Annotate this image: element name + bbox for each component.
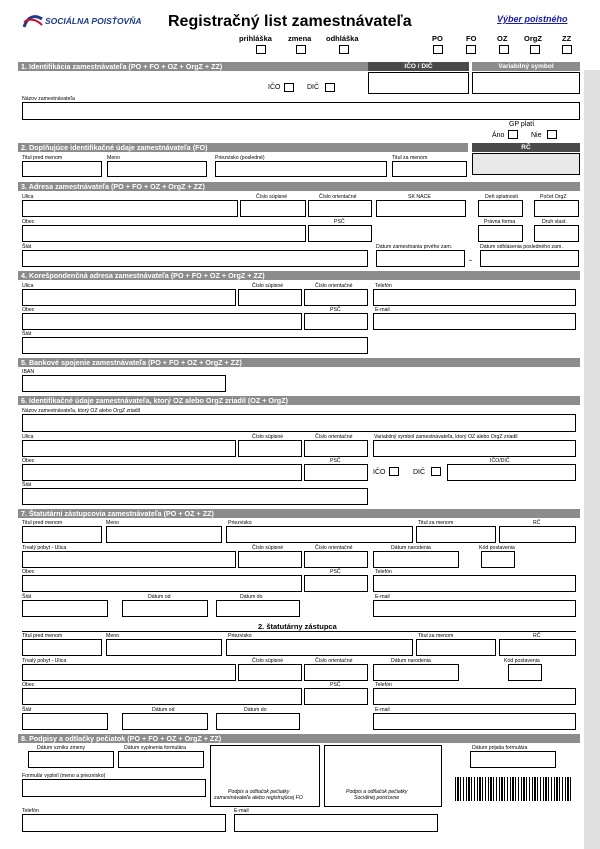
section-1-header: 1. Identifikácia zamestnávateľa (PO + FO + OZ + OrgZ + ZZ): [18, 62, 466, 71]
label-s7b-titul-pred: Titul pred menom: [22, 633, 63, 639]
logo-text: SOCIÁLNA POISŤOVŇA: [45, 16, 142, 26]
checkbox-zmena[interactable]: [296, 45, 306, 54]
label-po: PO: [432, 34, 443, 43]
s7b-meno-input[interactable]: [106, 639, 222, 656]
checkbox-dic[interactable]: [325, 83, 335, 92]
label-orgz: OrgZ: [524, 34, 542, 43]
s2-titul-pred-input[interactable]: [22, 161, 102, 177]
label-s7b-ulica: Trvalý pobyt - Ulica: [22, 658, 67, 664]
section-4-header: 4. Korešpondenčná adresa zamestnávateľa (PO + FO + OZ + OrgZ + ZZ): [18, 271, 580, 280]
label-s6-obec: Obec: [22, 458, 35, 464]
s7b-ulica-input[interactable]: [22, 664, 236, 681]
checkbox-oz[interactable]: [499, 45, 509, 54]
checkbox-odhlaska[interactable]: [339, 45, 349, 54]
label-s6-psc: PSČ: [330, 458, 341, 464]
section-5-header: 5. Bankové spojenie zamestnávateľa (PO + FO + OZ + OrgZ + ZZ): [18, 358, 580, 367]
right-margin-bar: [584, 70, 600, 849]
label-gp: GP platí: [509, 121, 535, 128]
label-prihlaska: prihláška: [239, 34, 272, 43]
vyplnenia-input[interactable]: [118, 751, 204, 768]
label-s4-telefon: Telefón: [375, 283, 392, 289]
s8-telefon-input[interactable]: [22, 814, 226, 832]
label-s6-orientacne: Číslo orientačné: [315, 434, 353, 440]
s4-telefon-input[interactable]: [373, 289, 576, 306]
label-nazov: Názov zamestnávateľa: [22, 96, 75, 102]
s6-psc-input[interactable]: [304, 464, 368, 481]
s6-supisne-input[interactable]: [238, 440, 302, 457]
label-s4-email: E-mail: [375, 307, 390, 313]
s7b-do-input[interactable]: [216, 713, 300, 730]
label-s3-psc: PSČ: [334, 219, 345, 225]
dash-separator: -: [469, 255, 472, 265]
label-s7b-obec: Obec: [22, 682, 35, 688]
label-zmena: zmena: [288, 34, 312, 43]
label-s6-nazov: Názov zamestnávateľa, ktorý OZ alebo OrgZ zriadil: [22, 408, 140, 414]
label-s2-titul-pred: Titul pred menom: [22, 155, 63, 161]
label-s3-datum-prveho: Dátum zamestnania prvého zam.: [376, 244, 453, 250]
s2-priezvisko-input[interactable]: [215, 161, 387, 177]
s3-druh-input[interactable]: [534, 225, 579, 242]
ico-dic-input[interactable]: [368, 72, 469, 94]
label-podpis1a: Podpis a odtlačok pečiatky: [228, 789, 290, 795]
label-s7b-telefon: Telefón: [375, 682, 392, 688]
divider: [22, 631, 576, 632]
label-s2-titul-za: Titul za menom: [392, 155, 428, 161]
label-s3-datum-odhlasenia: Dátum odhlásenia posledného zam.: [480, 244, 563, 250]
label-s7b-narodenia: Dátum narodenia: [391, 658, 431, 664]
s3-datum-prveho-input[interactable]: [376, 250, 465, 267]
label-s7-od: Dátum od: [148, 594, 171, 600]
label-s8-telefon: Telefón: [22, 808, 39, 814]
label-s3-stat: Štát: [22, 244, 32, 250]
s7b-obec-input[interactable]: [22, 688, 302, 705]
label-zz: ZZ: [562, 34, 572, 43]
iban-input[interactable]: [22, 375, 226, 392]
s6-ulica-input[interactable]: [22, 440, 236, 457]
s6-icodic-input[interactable]: [447, 464, 576, 481]
label-s6-ulica: Ulica: [22, 434, 34, 440]
label-s7-orientacne: Číslo orientačné: [315, 545, 353, 551]
label-s7b-rc: RČ: [533, 633, 541, 639]
vyplnil-input[interactable]: [22, 779, 206, 797]
label-s3-splatnost: Deň splatnosti: [485, 194, 518, 200]
s3-orientacne-input[interactable]: [308, 200, 372, 217]
s3-supisne-input[interactable]: [240, 200, 306, 217]
s7-ulica-input[interactable]: [22, 551, 236, 568]
section-7-header: 7. Štatutárni zástupcovia zamestnávateľa (PO + OZ + ZZ): [18, 509, 580, 518]
rc-input[interactable]: [472, 153, 580, 175]
s7-stat-input[interactable]: [22, 600, 108, 617]
checkbox-gp-ano[interactable]: [508, 130, 518, 139]
label-second-representative: 2. štatutárny zástupca: [258, 622, 337, 631]
label-s2-priezvisko: Priezvisko (posledné): [215, 155, 265, 161]
s7b-priezvisko-input[interactable]: [226, 639, 413, 656]
logo: [22, 11, 152, 31]
label-s6-supisne: Číslo súpisné: [252, 434, 284, 440]
label-ano: Áno: [492, 132, 505, 139]
s7b-rc-input[interactable]: [499, 639, 576, 656]
label-s6-stat: Štát: [22, 482, 32, 488]
s7-obec-input[interactable]: [22, 575, 302, 592]
label-fo: FO: [466, 34, 477, 43]
s7b-titul-pred-input[interactable]: [22, 639, 102, 656]
ico-dic-header: IČO / DIČ: [368, 62, 469, 71]
label-s8-email: E-mail: [234, 808, 249, 814]
var-symbol-header: Variabilný symbol: [472, 62, 580, 71]
label-podpis1b: zamestnávateľa alebo registrujúcej FO: [214, 795, 303, 801]
s7b-email-input[interactable]: [373, 713, 576, 730]
s3-sknace-input[interactable]: [376, 200, 466, 217]
label-s3-pocet: Počet OrgZ: [540, 194, 567, 200]
checkbox-zz[interactable]: [562, 45, 572, 54]
s2-titul-za-input[interactable]: [392, 161, 467, 177]
s7-rc-input[interactable]: [499, 526, 576, 543]
s7b-supisne-input[interactable]: [238, 664, 302, 681]
checkbox-ico[interactable]: [284, 83, 294, 92]
label-nie: Nie: [531, 132, 542, 139]
label-s7-titul-pred: Titul pred menom: [22, 520, 63, 526]
label-s3-supisne: Číslo súpisné: [256, 194, 288, 200]
s3-ulica-input[interactable]: [22, 200, 238, 217]
label-s7-meno: Meno: [106, 520, 119, 526]
checkbox-gp-nie[interactable]: [547, 130, 557, 139]
s7-psc-input[interactable]: [304, 575, 368, 592]
vyber-link[interactable]: Výber poistného: [497, 14, 568, 24]
s3-obec-input[interactable]: [22, 225, 306, 242]
vzniku-input[interactable]: [28, 751, 114, 768]
s6-orientacne-input[interactable]: [304, 440, 368, 457]
label-s7-psc: PSČ: [330, 569, 341, 575]
label-s6-vs: Variabilný symbol zamestnávateľa, ktorý OZ alebo OrgZ zriadil: [374, 434, 518, 440]
s7b-kod-input[interactable]: [508, 664, 542, 681]
label-s7b-psc: PSČ: [330, 682, 341, 688]
label-podpis2a: Podpis a odtlačok pečiatky: [346, 789, 408, 795]
s7b-titul-za-input[interactable]: [416, 639, 496, 656]
label-iban: IBAN: [22, 369, 35, 375]
label-s4-obec: Obec: [22, 307, 35, 313]
label-podpis2b: Sociálnej poisťovne: [354, 795, 400, 801]
s8-email-input[interactable]: [234, 814, 438, 832]
label-s7b-orientacne: Číslo orientačné: [315, 658, 353, 664]
s4-email-input[interactable]: [373, 313, 576, 330]
label-s3-ulica: Ulica: [22, 194, 34, 200]
label-s3-druh: Druh vlast.: [542, 219, 567, 225]
s7-supisne-input[interactable]: [238, 551, 302, 568]
label-vzniku: Dátum vzniku zmeny: [37, 745, 86, 751]
s3-psc-input[interactable]: [308, 225, 372, 242]
var-symbol-input[interactable]: [472, 72, 580, 94]
label-s7-ulica: Trvalý pobyt - Ulica: [22, 545, 67, 551]
s4-ulica-input[interactable]: [22, 289, 236, 306]
label-s2-meno: Meno: [107, 155, 120, 161]
label-s7-supisne: Číslo súpisné: [252, 545, 284, 551]
label-oz: OZ: [497, 34, 508, 43]
s7-orientacne-input[interactable]: [304, 551, 368, 568]
label-s7-stat: Štát: [22, 594, 32, 600]
label-s7-kod: Kód postavenia: [479, 545, 515, 551]
section-6-header: 6. Identifikačné údaje zamestnávateľa, ktorý OZ alebo OrgZ zriadil (OZ + OrgZ): [18, 396, 580, 405]
nazov-input[interactable]: [22, 102, 580, 120]
label-vyplnenia: Dátum vyplnenia formulára: [124, 745, 186, 751]
checkbox-orgz[interactable]: [530, 45, 540, 54]
label-s7b-do: Dátum do: [244, 707, 267, 713]
s7b-orientacne-input[interactable]: [304, 664, 368, 681]
label-s6-icodic: IČO/DIČ: [490, 458, 510, 464]
label-s7-do: Dátum do: [240, 594, 263, 600]
label-s7b-titul-za: Titul za menom: [418, 633, 454, 639]
label-s7-titul-za: Titul za menom: [418, 520, 454, 526]
label-s7b-od: Dátum od: [152, 707, 175, 713]
label-s7-telefon: Telefón: [375, 569, 392, 575]
s7-od-input[interactable]: [122, 600, 208, 617]
label-s4-ulica: Ulica: [22, 283, 34, 289]
s7-priezvisko-input[interactable]: [226, 526, 413, 543]
label-vyplnil: Formulár vyplnil (meno a priezvisko): [22, 773, 106, 779]
s3-stat-input[interactable]: [22, 250, 368, 267]
page-title: Registračný list zamestnávateľa: [168, 13, 412, 30]
label-s3-sknace: SK NACE: [408, 194, 431, 200]
s2-meno-input[interactable]: [107, 161, 207, 177]
checkbox-s6-ico[interactable]: [389, 467, 399, 476]
barcode: [455, 777, 573, 801]
s3-datum-odhlasenia-input[interactable]: [480, 250, 579, 267]
label-s4-supisne: Číslo súpisné: [252, 283, 284, 289]
label-s7-obec: Obec: [22, 569, 35, 575]
checkbox-s6-dic[interactable]: [431, 467, 441, 476]
label-odhlaska: odhláška: [326, 34, 359, 43]
label-s3-orientacne: Číslo orientačné: [319, 194, 357, 200]
rc-header: RČ: [472, 143, 580, 152]
s7-meno-input[interactable]: [106, 526, 222, 543]
s7b-stat-input[interactable]: [22, 713, 108, 730]
s7-email-input[interactable]: [373, 600, 576, 617]
checkbox-prihlaska[interactable]: [256, 45, 266, 54]
s4-stat-input[interactable]: [22, 337, 368, 354]
label-s4-stat: Štát: [22, 331, 32, 337]
checkbox-po[interactable]: [433, 45, 443, 54]
s7-titul-pred-input[interactable]: [22, 526, 102, 543]
s3-splatnost-input[interactable]: [478, 200, 523, 217]
s3-pocet-input[interactable]: [534, 200, 579, 217]
s6-obec-input[interactable]: [22, 464, 302, 481]
label-dic: DIČ: [307, 84, 320, 91]
label-s7-narodenia: Dátum narodenia: [391, 545, 431, 551]
s7-do-input[interactable]: [216, 600, 300, 617]
label-ico: IČO: [268, 84, 281, 91]
section-2-header: 2. Doplňujúce identifikačné údaje zamestnávateľa (FO): [18, 143, 468, 152]
s4-psc-input[interactable]: [304, 313, 368, 330]
label-s4-psc: PSČ: [330, 307, 341, 313]
s7b-narodenia-input[interactable]: [373, 664, 459, 681]
prijatia-input[interactable]: [470, 751, 556, 768]
label-s7-rc: RČ: [533, 520, 541, 526]
s7-narodenia-input[interactable]: [373, 551, 459, 568]
s7-telefon-input[interactable]: [373, 575, 576, 592]
s4-obec-input[interactable]: [22, 313, 302, 330]
checkbox-fo[interactable]: [466, 45, 476, 54]
label-s7b-email: E-mail: [375, 707, 390, 713]
s3-pravna-input[interactable]: [478, 225, 523, 242]
label-s3-obec: Obec: [22, 219, 35, 225]
section-8-header: 8. Podpisy a odtlačky pečiatok (PO + FO + OZ + OrgZ + ZZ): [18, 734, 580, 743]
s4-orientacne-input[interactable]: [304, 289, 368, 306]
label-s7b-kod: Kód postavenia: [504, 658, 540, 664]
label-s7-priezvisko: Priezvisko: [228, 520, 252, 526]
s6-vs-input[interactable]: [373, 440, 576, 457]
label-s7-email: E-mail: [375, 594, 390, 600]
label-s6-dic: DIČ: [413, 469, 426, 476]
label-s7b-meno: Meno: [106, 633, 119, 639]
label-s6-ico: IČO: [373, 469, 386, 476]
label-s7b-supisne: Číslo súpisné: [252, 658, 284, 664]
s6-stat-input[interactable]: [22, 488, 368, 505]
label-s4-orientacne: Číslo orientačné: [315, 283, 353, 289]
label-s3-pravna: Právna forma: [484, 219, 516, 225]
section-3-header: 3. Adresa zamestnávateľa (PO + FO + OZ + OrgZ + ZZ): [18, 182, 580, 191]
label-s7b-priezvisko: Priezvisko: [228, 633, 252, 639]
s6-nazov-input[interactable]: [22, 414, 576, 432]
s7b-psc-input[interactable]: [304, 688, 368, 705]
s7-titul-za-input[interactable]: [416, 526, 496, 543]
logo-mark-icon: [22, 13, 44, 29]
label-s7b-stat: Štát: [22, 707, 32, 713]
s7b-telefon-input[interactable]: [373, 688, 576, 705]
s4-supisne-input[interactable]: [238, 289, 302, 306]
s7b-od-input[interactable]: [122, 713, 208, 730]
label-prijatia: Dátum prijatia formulára: [472, 745, 528, 751]
s7-kod-input[interactable]: [481, 551, 515, 568]
